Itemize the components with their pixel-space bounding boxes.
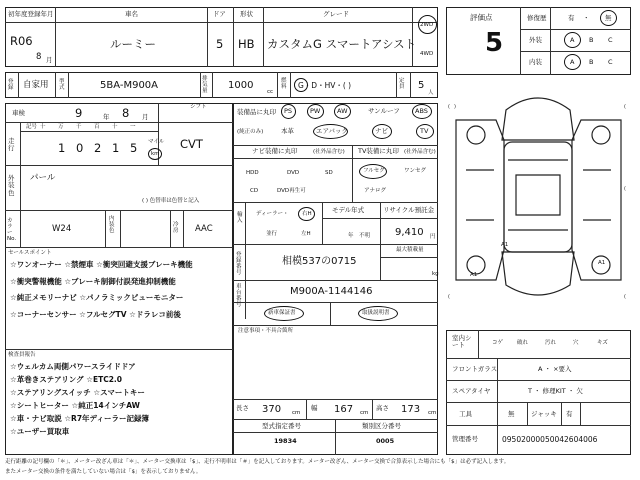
model-code: 5BA-M900A <box>100 80 159 91</box>
diag-label-a1: A1 <box>501 242 509 248</box>
report-item: ☆革巻きステアリング ☆ETC2.0 <box>10 375 122 384</box>
svg-text:(: ( <box>448 294 450 300</box>
sales-point-item: ☆コーナーセンサー ☆フルセグTV ☆ドラレコ前後 <box>10 309 181 319</box>
report-item: ☆ウェルカム両側パワースライドドア <box>10 362 136 371</box>
control-number: 09502000050042604006 <box>502 435 598 444</box>
registration-number: 相模537の0715 <box>282 256 357 267</box>
equip-ps: PS <box>284 107 293 115</box>
doors: 5 <box>216 37 224 51</box>
length-value: 370 <box>262 404 282 415</box>
mileage-digit: 5 <box>130 141 138 155</box>
equipment-box <box>233 103 438 455</box>
first-reg-label: 初年度登録年月 <box>8 10 54 18</box>
cert-number: 19834 <box>274 437 297 445</box>
equip-leather: 本革 <box>281 127 294 135</box>
color-code: W24 <box>52 224 72 234</box>
inspection-month: 8 <box>122 106 130 120</box>
tools-value: 無 <box>508 410 515 418</box>
mileage-unit-label: 十 <box>112 124 118 130</box>
shape: HB <box>238 37 255 51</box>
svg-text:): ) <box>454 104 456 110</box>
equip-aw: AW <box>337 107 348 115</box>
inspection-year: 9 <box>75 106 83 120</box>
capacity: 5 <box>418 80 425 91</box>
mileage-unit-label: 十 <box>40 124 46 130</box>
ac-value: AAC <box>195 224 213 234</box>
mileage-unit-label: 一 <box>130 124 136 130</box>
car-damage-diagram <box>446 80 631 325</box>
equip-airbag: エアバック <box>316 127 348 135</box>
mileage-digit: 0 <box>76 141 84 155</box>
sales-point-item: ☆純正メモリーナビ ☆パノラミックビューモニター <box>10 293 184 302</box>
jack-value: 有 <box>566 410 573 418</box>
report-item: ☆ユーザー買取車 <box>10 427 70 436</box>
reg-year: R06 <box>10 34 33 48</box>
mileage-digit: 1 <box>58 141 66 155</box>
svg-text:(: ( <box>448 104 450 110</box>
svg-text:(: ( <box>624 294 626 300</box>
mileage-unit-label: 万 <box>58 124 64 130</box>
displacement: 1000 <box>228 80 254 91</box>
grade: カスタムG スマートアシスト <box>267 37 417 51</box>
chassis-number: M900A-1144146 <box>290 286 373 297</box>
sales-point-item: ☆衝突警報機能 ☆ブレーキ制御付誤発進抑制機能 <box>10 276 176 286</box>
mileage-unit-label: 千 <box>76 124 82 130</box>
mileage-digit: 2 <box>94 141 102 155</box>
footer-note-2: またメーター交換の条件を満たしていない場合は「$」を表示しておりません。 <box>5 469 202 475</box>
car-name-label: 車名 <box>125 10 138 18</box>
equip-pw: PW <box>310 107 321 115</box>
front-glass-value: A ・ ×要入 <box>538 365 572 373</box>
report-item: ☆車・ナビ取説 ☆R7年ディーラー記録簿 <box>10 414 149 423</box>
spare-tire-value: T ・ 修理KIT ・ 欠 <box>528 387 583 395</box>
class-number: 0005 <box>376 437 395 445</box>
equip-sunroof: サンルーフ <box>368 107 400 115</box>
svg-text:(: ( <box>624 186 626 192</box>
mileage-digit: 1 <box>112 141 120 155</box>
mileage-unit-label: 百 <box>94 124 100 130</box>
equip-tv: TV <box>420 127 429 135</box>
shift-value: CVT <box>180 137 203 151</box>
recycle-fee: 9,410 <box>395 227 424 238</box>
grade-score: 5 <box>485 28 504 58</box>
equip-abs: ABS <box>415 107 428 115</box>
sales-point-item: ☆ワンオーナー ☆禁煙車 ☆衝突回避支援ブレーキ機能 <box>10 260 193 269</box>
car-name: ルーミー <box>110 37 156 51</box>
report-item: ☆ステアリングスイッチ ☆スマートキー <box>10 388 145 397</box>
report-item: ☆シートヒーター ☆純正14インチAW <box>10 401 140 410</box>
exterior-color: パール <box>30 173 56 183</box>
fuel-type: G・D・HV・( ) <box>298 81 352 90</box>
use-type: 自家用 <box>23 80 49 90</box>
equip-navi: ナビ <box>375 127 388 135</box>
spec-row <box>5 72 438 98</box>
height-value: 173 <box>401 404 421 415</box>
width-value: 167 <box>334 404 354 415</box>
reg-month: 8 <box>36 52 42 62</box>
footer-note-1: 走行距離の記号欄の「＊」、メーター改ざん車は「＊」、メーター交換車は「$」、走行不明車は「＃」を記入しております。メーター改ざん、メーター交換で合算表示した場合にも「$」は必ず記入します。 <box>5 459 510 465</box>
svg-text:(: ( <box>624 104 626 110</box>
